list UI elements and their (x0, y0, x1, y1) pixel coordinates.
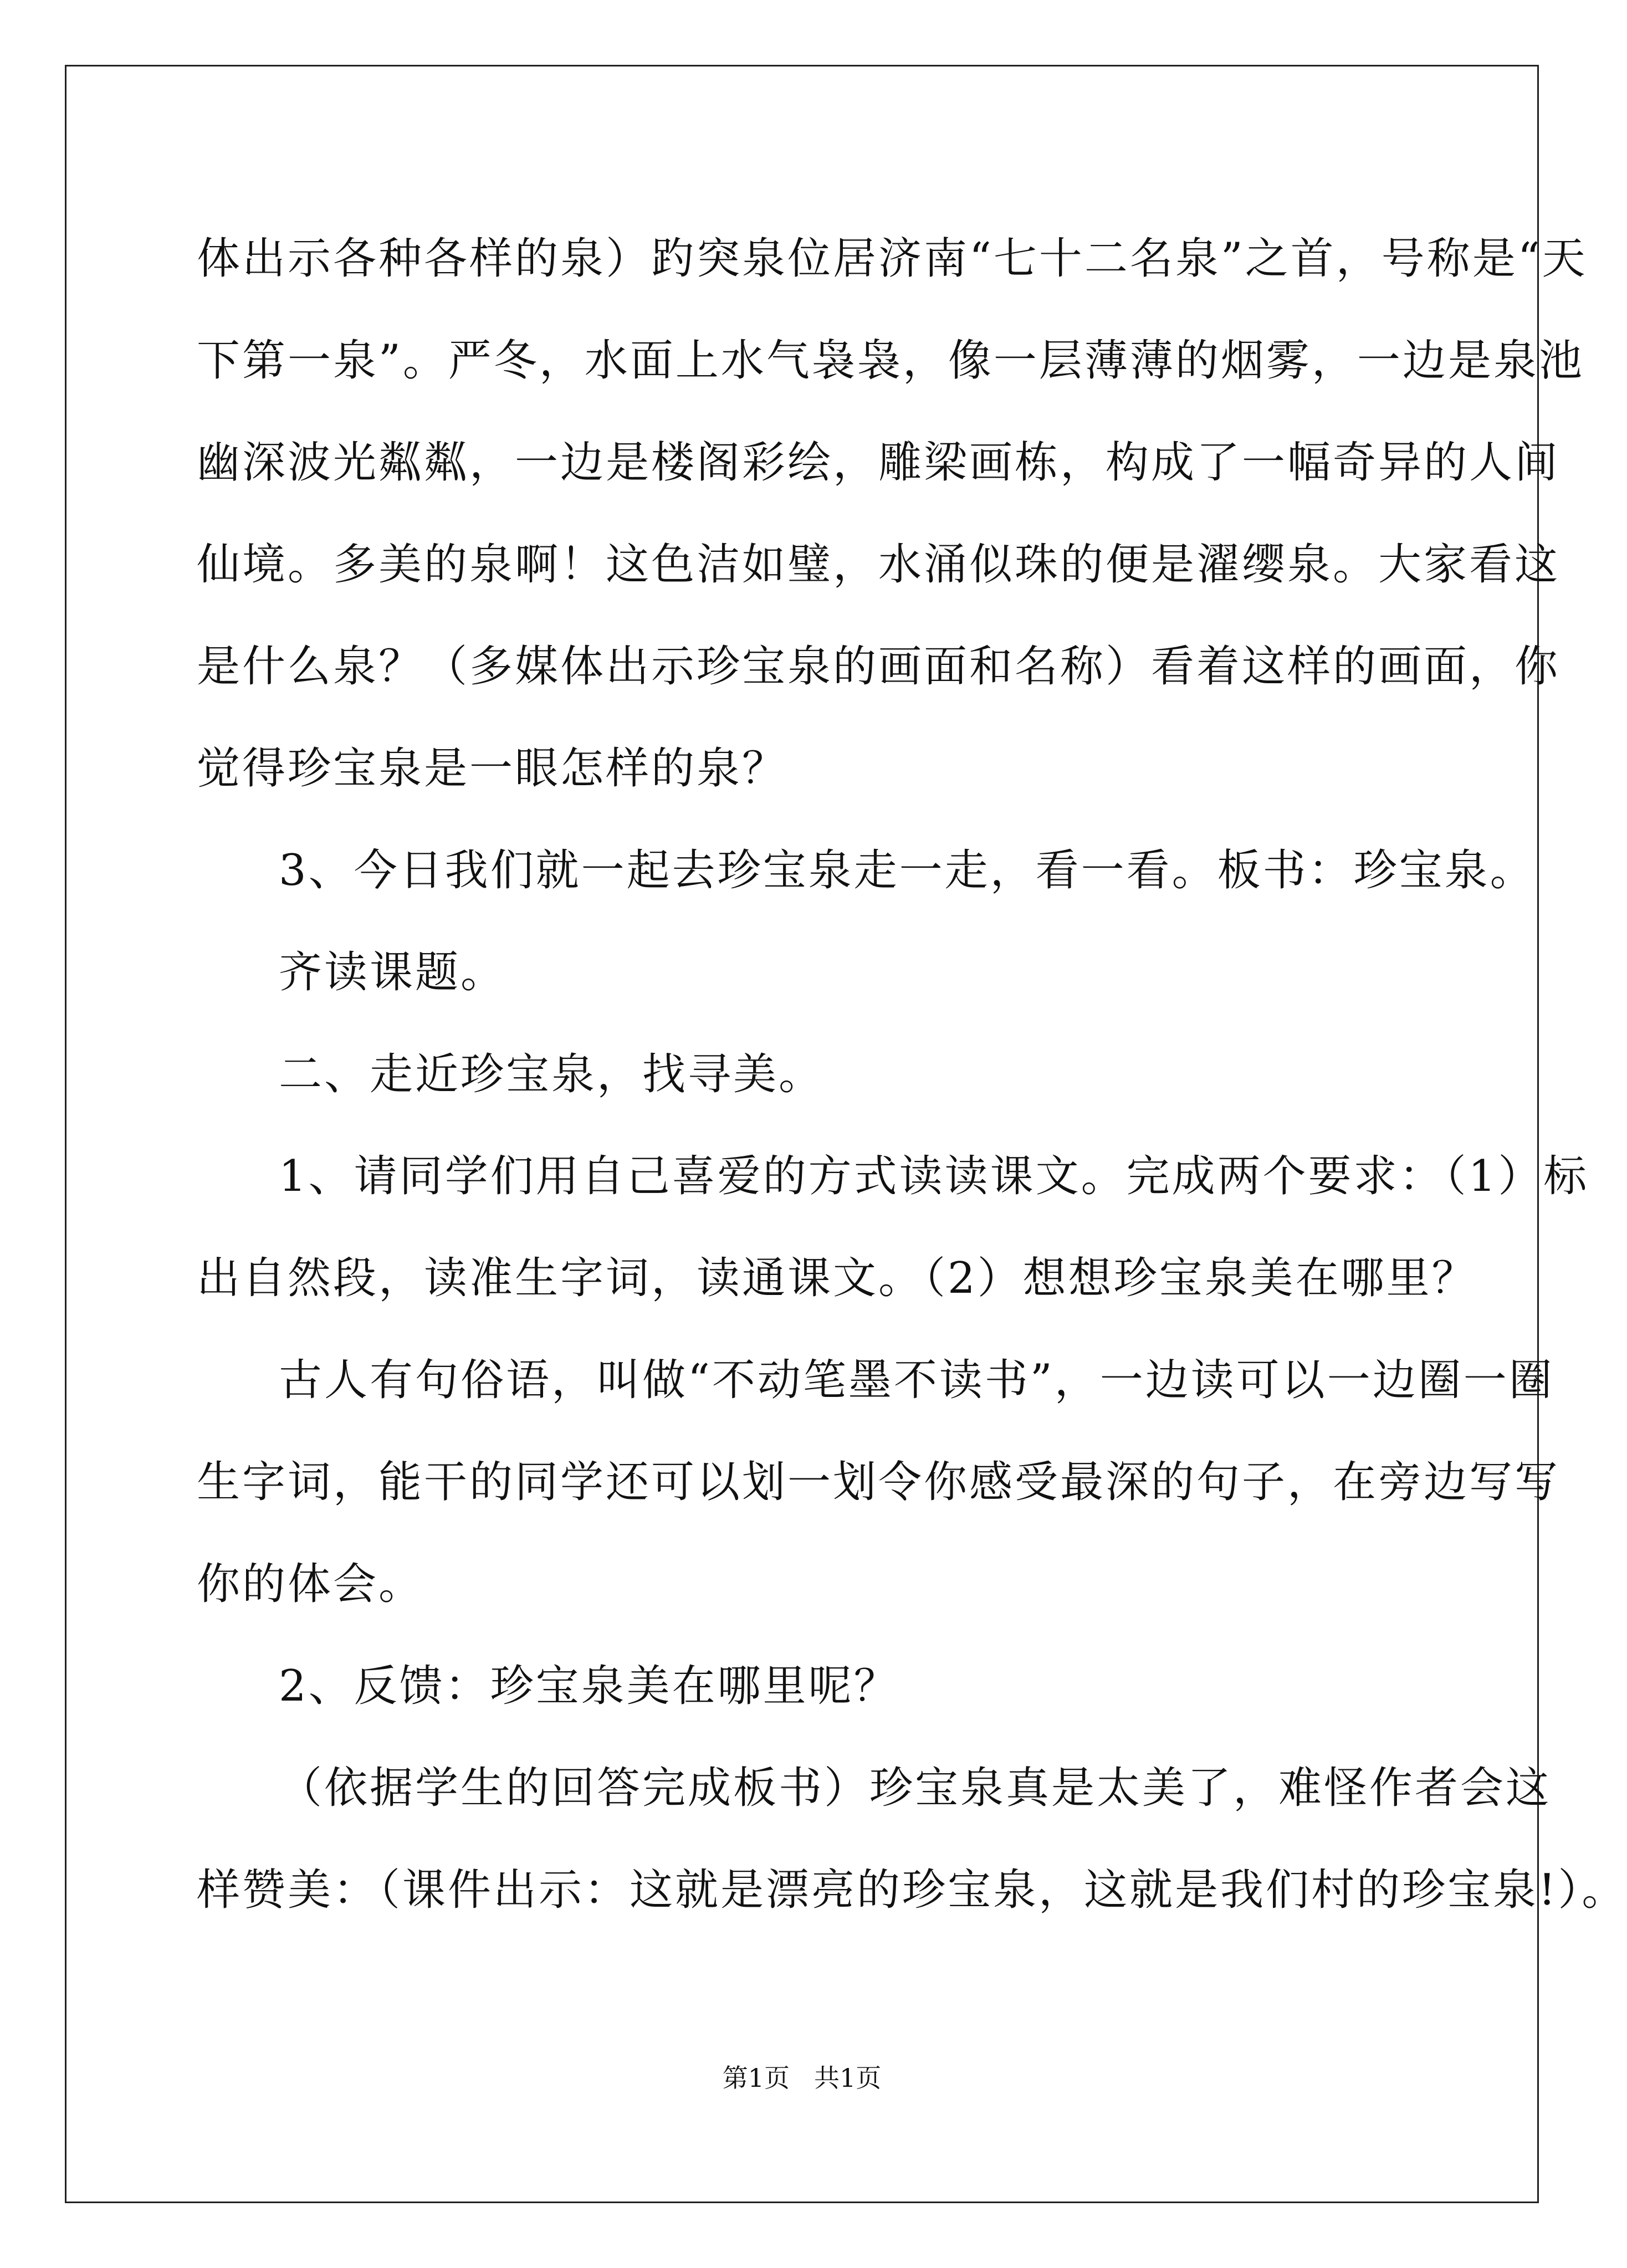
page-total: 共1页 (814, 2063, 882, 2093)
text-line: 古人有句俗语，叫做“不动笔墨不读书”，一边读可以一边圈一圈 (279, 1355, 1554, 1405)
text-line: 3、今日我们就一起去珍宝泉走一走，看一看。板书：珍宝泉。 (279, 846, 1536, 895)
document-body (197, 208, 1627, 1941)
text-line: 你的体会。 (197, 1559, 424, 1609)
text-line: 是什么泉？（多媒体出示珍宝泉的画面和名称）看着这样的画面，你 (197, 642, 1561, 692)
text-line: 下第一泉”。严冬，水面上水气袅袅，像一层薄薄的烟雾，一边是泉池 (197, 336, 1584, 386)
text-line: 仙境。多美的泉啊！这色洁如璧，水涌似珠的便是濯缨泉。大家看这 (197, 540, 1561, 590)
text-line: 1、请同学们用自己喜爱的方式读读课文。完成两个要求：（1）标 (279, 1151, 1589, 1201)
page-footer (0, 2061, 1604, 2095)
text-line: 觉得珍宝泉是一眼怎样的泉？ (197, 744, 788, 793)
text-line: 2、反馈：珍宝泉美在哪里呢？ (279, 1661, 899, 1711)
text-line: 生字词，能干的同学还可以划一划令你感受最深的句子，在旁边写写 (197, 1457, 1561, 1507)
text-line: 齐读课题。 (279, 948, 506, 997)
text-line: 样赞美：（课件出示：这就是漂亮的珍宝泉，这就是我们村的珍宝泉!）。 (197, 1865, 1627, 1915)
text-line: 幽深波光粼粼，一边是楼阁彩绘，雕梁画栋，构成了一幅奇异的人间 (197, 438, 1561, 488)
text-line: 出自然段，读准生字词，读通课文。（2）想想珍宝泉美在哪里？ (197, 1253, 1477, 1303)
text-line: 体出示各种各样的泉）趵突泉位居济南“七十二名泉”之首，号称是“天 (197, 234, 1588, 284)
page-number: 第1页 (722, 2063, 790, 2093)
section-heading: 二、走近珍宝泉，找寻美。 (279, 1049, 825, 1099)
text-line: （依据学生的回答完成板书）珍宝泉真是太美了，难怪作者会这 (279, 1763, 1552, 1813)
